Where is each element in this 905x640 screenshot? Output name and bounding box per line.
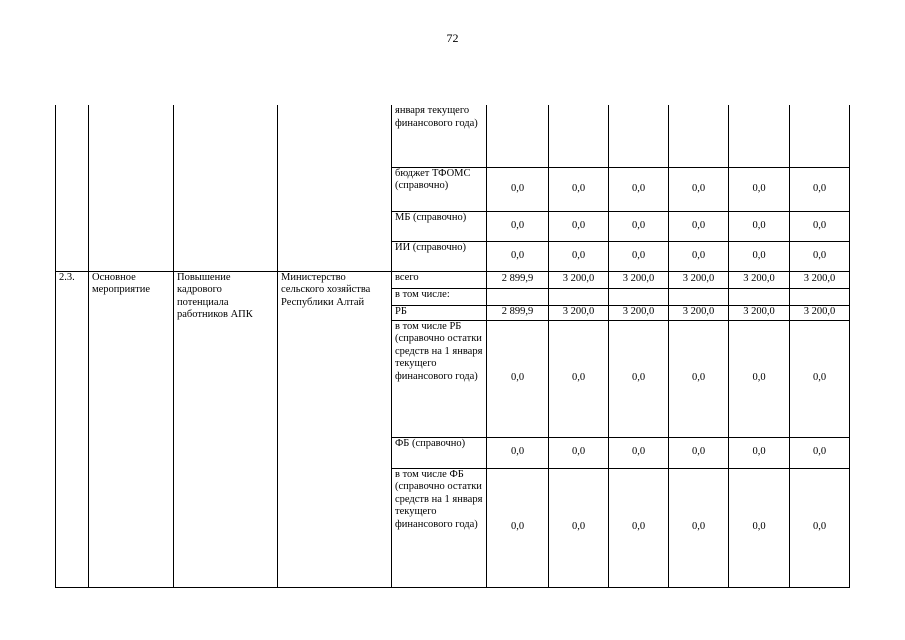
- value-cell: 0,0: [549, 468, 609, 587]
- funding-source-cell: января текущего финансового года): [392, 105, 487, 167]
- value-cell: 0,0: [669, 320, 729, 437]
- value-cell: 0,0: [669, 241, 729, 271]
- value-cell: 0,0: [609, 437, 669, 468]
- item-executor-cell: Министерство сельского хозяйства Республики Алтай: [278, 271, 392, 587]
- continued-executor-cell: [278, 105, 392, 271]
- value-cell: 0,0: [669, 468, 729, 587]
- value-cell: 0,0: [729, 437, 790, 468]
- funding-source-cell: МБ (справочно): [392, 211, 487, 241]
- value-cell: 0,0: [729, 468, 790, 587]
- value-cell: 3 200,0: [790, 305, 850, 320]
- funding-source-cell: бюджет ТФОМС (справочно): [392, 167, 487, 211]
- value-cell: 0,0: [549, 437, 609, 468]
- value-cell: 0,0: [729, 167, 790, 211]
- value-cell: [790, 288, 850, 305]
- value-cell: [549, 105, 609, 167]
- value-cell: 3 200,0: [609, 271, 669, 288]
- value-cell: 0,0: [669, 167, 729, 211]
- continued-number-cell: [56, 105, 89, 271]
- table-row: [56, 271, 850, 288]
- financing-table: [55, 105, 850, 588]
- value-cell: 0,0: [729, 320, 790, 437]
- value-cell: [669, 105, 729, 167]
- value-cell: 2 899,9: [487, 305, 549, 320]
- value-cell: 0,0: [790, 437, 850, 468]
- value-cell: 3 200,0: [609, 305, 669, 320]
- value-cell: [487, 105, 549, 167]
- funding-source-cell: ИИ (справочно): [392, 241, 487, 271]
- funding-source-cell: в том числе РБ (справочно остатки средств на 1 января текущего финансового года): [392, 320, 487, 437]
- value-cell: [609, 105, 669, 167]
- value-cell: 0,0: [790, 241, 850, 271]
- table-row: [56, 105, 850, 167]
- page-number: 72: [446, 31, 459, 45]
- value-cell: 0,0: [487, 437, 549, 468]
- value-cell: [729, 105, 790, 167]
- value-cell: [609, 288, 669, 305]
- value-cell: [790, 105, 850, 167]
- value-cell: 0,0: [487, 468, 549, 587]
- value-cell: 3 200,0: [790, 271, 850, 288]
- value-cell: 0,0: [487, 241, 549, 271]
- value-cell: 0,0: [790, 167, 850, 211]
- item-number-cell: 2.3.: [56, 271, 89, 587]
- value-cell: 0,0: [609, 320, 669, 437]
- value-cell: 3 200,0: [669, 271, 729, 288]
- item-name-cell: Повышение кадрового потенциала работников АПК: [174, 271, 278, 587]
- value-cell: [549, 288, 609, 305]
- value-cell: 0,0: [549, 167, 609, 211]
- value-cell: 0,0: [609, 167, 669, 211]
- value-cell: 0,0: [487, 320, 549, 437]
- value-cell: 0,0: [729, 241, 790, 271]
- funding-source-cell: ФБ (справочно): [392, 437, 487, 468]
- value-cell: 0,0: [669, 211, 729, 241]
- value-cell: 3 200,0: [729, 305, 790, 320]
- value-cell: 3 200,0: [729, 271, 790, 288]
- value-cell: 0,0: [729, 211, 790, 241]
- value-cell: 0,0: [549, 320, 609, 437]
- funding-source-cell: в том числе:: [392, 288, 487, 305]
- value-cell: 0,0: [790, 468, 850, 587]
- value-cell: 2 899,9: [487, 271, 549, 288]
- value-cell: [729, 288, 790, 305]
- value-cell: 0,0: [549, 211, 609, 241]
- value-cell: 0,0: [609, 241, 669, 271]
- funding-source-cell: в том числе ФБ (справочно остатки средств на 1 января текущего финансового года): [392, 468, 487, 587]
- value-cell: 3 200,0: [549, 305, 609, 320]
- continued-name-cell: [174, 105, 278, 271]
- value-cell: 3 200,0: [669, 305, 729, 320]
- value-cell: 0,0: [609, 468, 669, 587]
- value-cell: 3 200,0: [549, 271, 609, 288]
- value-cell: 0,0: [790, 320, 850, 437]
- value-cell: 0,0: [487, 211, 549, 241]
- funding-source-cell: РБ: [392, 305, 487, 320]
- continued-type-cell: [89, 105, 174, 271]
- value-cell: [487, 288, 549, 305]
- value-cell: 0,0: [790, 211, 850, 241]
- item-type-cell: Основное мероприятие: [89, 271, 174, 587]
- value-cell: 0,0: [549, 241, 609, 271]
- funding-source-cell: всего: [392, 271, 487, 288]
- value-cell: [669, 288, 729, 305]
- value-cell: 0,0: [487, 167, 549, 211]
- value-cell: 0,0: [669, 437, 729, 468]
- value-cell: 0,0: [609, 211, 669, 241]
